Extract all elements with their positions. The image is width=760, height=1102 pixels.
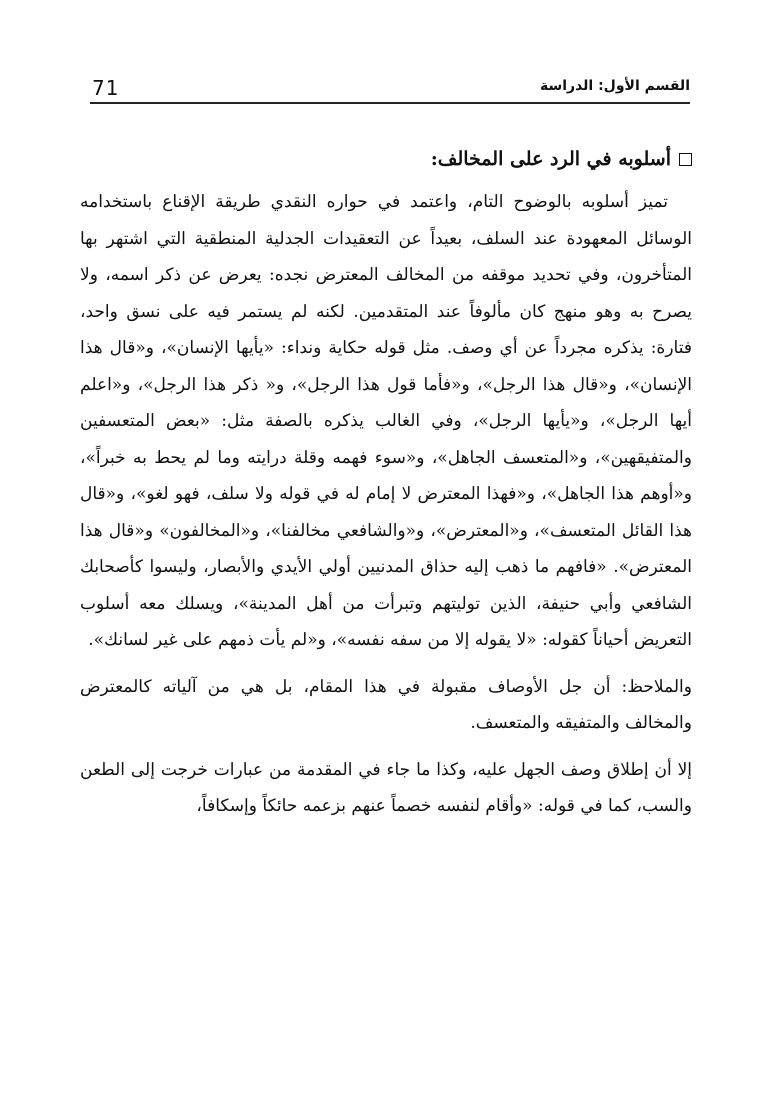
section-heading-text: أسلوبه في الرد على المخالف:: [430, 148, 671, 170]
square-bullet-icon: [679, 153, 692, 166]
page-body: [80, 148, 692, 825]
page-number: 71: [92, 76, 120, 100]
paragraph-3: إلا أن إطلاق وصف الجهل عليه، وكذا ما جاء في المقدمة من عبارات خرجت إلى الطعن والسب، كما في قوله: «وأقام لنفسه خصماً عنهم بزعمه حائكاً وإسكافاً،: [80, 759, 692, 816]
running-header-title: القسم الأول: الدراسة: [539, 78, 690, 94]
section-heading: [80, 148, 692, 170]
paragraph-1: تميز أسلوبه بالوضوح التام، واعتمد في حواره النقدي طريقة الإقناع باستخدامه الوسائل المعهودة عند السلف، بعيداً عن التعقيدات الجدلية المنطقية التي اشتهر بها المتأخرون، وفي تحديد موقفه من المخالف المعترض نجده: يعرض عن ذكر اسمه، ولا يصرح به وهو منهج كان مألوفاً عند المتقدمين. لكنه لم يستمر فيه على نسق واحد، فتارة: يذكره مجرداً عن أي وصف. مثل قوله حكاية ونداء: «يأيها الإنسان»، و«قال هذا الإنسان»، و«قال هذا الرجل»، و«فأما قول هذا الرجل»، و« ذكر هذا الرجل»، و«اعلم أيها الرجل»، و«يأيها الرجل»، وفي الغالب يذكره بالصفة مثل: «بعض المتعسفين والمتفيقهين»، و«المتعسف الجاهل»، و«سوء فهمه وقلة درايته وما لم يحط به خبراً»، و«أوهم هذا الجاهل»، و«فهذا المعترض لا إمام له في قوله ولا سلف، فهو لغو»، و«قال هذا القائل المتعسف»، و«المعترض»، و«والشافعي مخالفنا»، و«المخالفون» و«قال هذا المعترض». «فافهم ما ذهب إليه حذاق المدنيين أولي الأيدي والأبصار، وليسوا كأصحابك الشافعي وأبي حنيفة، الذين توليتهم وتبرأت من أهل المدينة»، ويسلك معه أسلوب التعريض أحياناً كقوله: «لا يقوله إلا من سفه نفسه»، و«لم يأت ذمهم على غير لسانك».: [80, 192, 692, 650]
page-header: [90, 72, 690, 104]
paragraph-2: والملاحظ: أن جل الأوصاف مقبولة في هذا المقام، بل هي من آلياته كالمعترض والمخالف والمتفيقه والمتعسف.: [80, 676, 692, 733]
